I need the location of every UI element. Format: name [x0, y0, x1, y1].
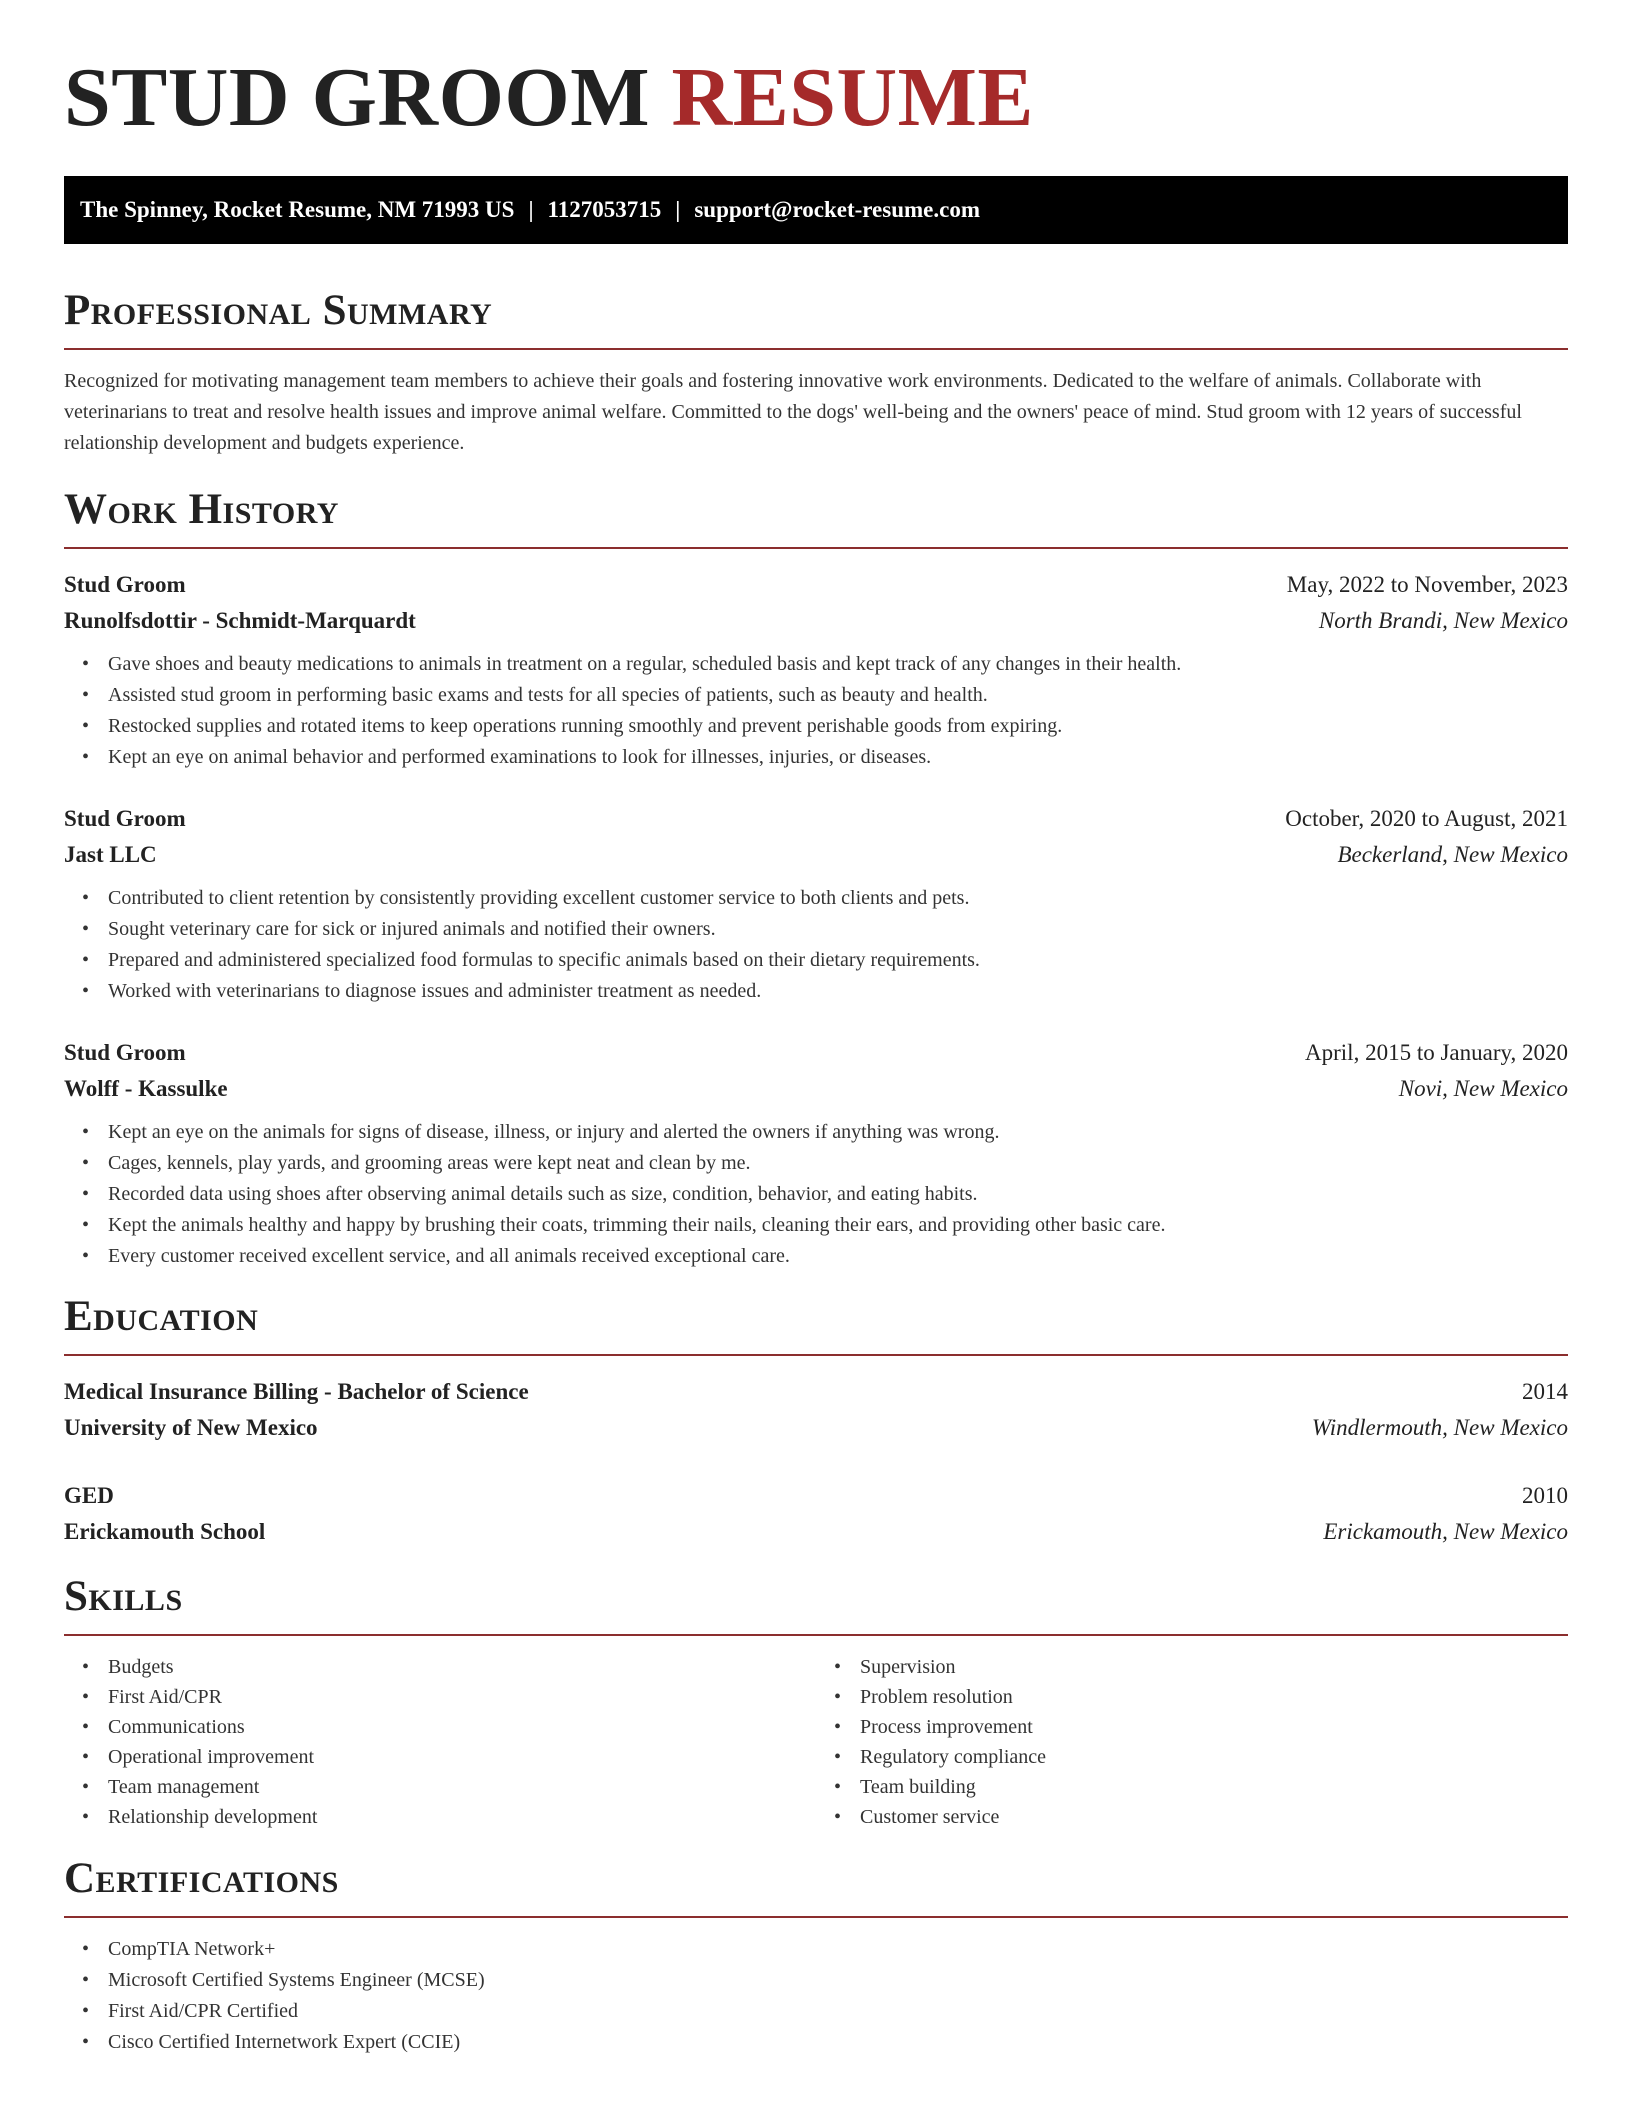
section-heading-skills: Skills [64, 1572, 1568, 1636]
skill-item: • Team management [108, 1772, 816, 1802]
skill-item: • Communications [108, 1712, 816, 1742]
certification-item: • Microsoft Certified Systems Engineer (MCSE) [108, 1965, 1568, 1996]
skill-item: • Regulatory compliance [860, 1742, 1568, 1772]
job-title: Stud Groom [64, 572, 186, 597]
contact-separator: | [675, 197, 681, 222]
skill-item: • Operational improvement [108, 1742, 816, 1772]
skill-item: • Team building [860, 1772, 1568, 1802]
job-duty-item: • Every customer received excellent service, and all animals received exceptional care. [108, 1241, 1568, 1272]
education-school: University of New Mexico [64, 1415, 318, 1440]
education-year: 2014 [1522, 1379, 1568, 1404]
certifications-list [64, 1934, 1568, 2058]
job-duty-item: • Sought veterinary care for sick or injured animals and notified their owners. [108, 914, 1568, 945]
skill-item: • Budgets [108, 1652, 816, 1682]
education-school-row [64, 1410, 1568, 1446]
education-degree: GED [64, 1483, 114, 1508]
education-location: Windlermouth, New Mexico [1311, 1415, 1568, 1440]
job-entry [64, 801, 1568, 1007]
job-header-row [64, 567, 1568, 603]
title-accent: RESUME [671, 51, 1034, 144]
job-location: Beckerland, New Mexico [1337, 842, 1568, 867]
education-degree-row [64, 1374, 1568, 1410]
skills-list-left [64, 1652, 816, 1832]
education-list [64, 1374, 1568, 1550]
job-duty-item: • Assisted stud groom in performing basic exams and tests for all species of patients, such as beauty and health. [108, 680, 1568, 711]
certification-item: • CompTIA Network+ [108, 1934, 1568, 1965]
job-dates: May, 2022 to November, 2023 [1286, 572, 1568, 597]
job-duty-item: • Kept an eye on animal behavior and performed examinations to look for illnesses, injuries, or diseases. [108, 742, 1568, 773]
education-degree: Medical Insurance Billing - Bachelor of Science [64, 1379, 529, 1404]
job-header-row [64, 801, 1568, 837]
job-company-row [64, 1071, 1568, 1107]
job-dates: October, 2020 to August, 2021 [1285, 806, 1568, 831]
job-duty-item: • Worked with veterinarians to diagnose issues and administer treatment as needed. [108, 976, 1568, 1007]
skill-item: • Relationship development [108, 1802, 816, 1832]
job-duties-list [64, 649, 1568, 773]
contact-bar [64, 176, 1568, 244]
job-duty-item: • Contributed to client retention by consistently providing excellent customer service to both clients and pets. [108, 883, 1568, 914]
education-location: Erickamouth, New Mexico [1323, 1519, 1568, 1544]
skill-item: • Supervision [860, 1652, 1568, 1682]
education-entry [64, 1478, 1568, 1550]
certification-item: • First Aid/CPR Certified [108, 1996, 1568, 2027]
skill-item: • Process improvement [860, 1712, 1568, 1742]
section-heading-education: Education [64, 1292, 1568, 1356]
summary-text: Recognized for motivating management team members to achieve their goals and fostering innovative work environments. Dedicated to the welfare of animals. Collaborate with veterinarians to treat and resolve health issues and improve animal welfare. Committed to the dogs' well-being and the owners' peace of mind. Stud groom with 12 years of successful relationship development and budgets experience. [64, 370, 1522, 454]
skills-list-right [816, 1652, 1568, 1832]
certification-item: • Cisco Certified Internetwork Expert (CCIE) [108, 2027, 1568, 2058]
job-duty-item: • Kept the animals healthy and happy by brushing their coats, trimming their nails, cleaning their ears, and providing other basic care. [108, 1210, 1568, 1241]
job-company: Wolff - Kassulke [64, 1076, 228, 1101]
education-year: 2010 [1522, 1483, 1568, 1508]
job-title: Stud Groom [64, 1040, 186, 1065]
section-heading-work-history: Work History [64, 485, 1568, 549]
job-header-row [64, 1035, 1568, 1071]
job-entry [64, 567, 1568, 773]
education-entry [64, 1374, 1568, 1446]
job-duty-item: • Recorded data using shoes after observing animal details such as size, condition, behavior, and eating habits. [108, 1179, 1568, 1210]
job-duties-list [64, 1117, 1568, 1272]
job-duties-list [64, 883, 1568, 1007]
job-entry [64, 1035, 1568, 1272]
section-heading-summary: Professional Summary [64, 286, 1568, 350]
job-dates: April, 2015 to January, 2020 [1305, 1040, 1568, 1065]
job-company: Runolfsdottir - Schmidt-Marquardt [64, 608, 416, 633]
job-company-row [64, 603, 1568, 639]
contact-address: The Spinney, Rocket Resume, NM 71993 US [80, 197, 515, 222]
job-company: Jast LLC [64, 842, 157, 867]
job-duty-item: • Kept an eye on the animals for signs of disease, illness, or injury and alerted the owners if anything was wrong. [108, 1117, 1568, 1148]
job-location: Novi, New Mexico [1398, 1076, 1568, 1101]
job-duty-item: • Prepared and administered specialized food formulas to specific animals based on their dietary requirements. [108, 945, 1568, 976]
title-main: STUD GROOM [64, 51, 651, 144]
skill-item: • Customer service [860, 1802, 1568, 1832]
job-duty-item: • Gave shoes and beauty medications to animals in treatment on a regular, scheduled basis and kept track of any changes in their health. [108, 649, 1568, 680]
contact-phone: 1127053715 [547, 197, 662, 222]
contact-separator: | [528, 197, 534, 222]
job-location: North Brandi, New Mexico [1318, 608, 1568, 633]
job-duty-item: • Cages, kennels, play yards, and grooming areas were kept neat and clean by me. [108, 1148, 1568, 1179]
work-history-list [64, 567, 1568, 1272]
job-duty-item: • Restocked supplies and rotated items to keep operations running smoothly and prevent perishable goods from expiring. [108, 711, 1568, 742]
job-company-row [64, 837, 1568, 873]
education-school: Erickamouth School [64, 1519, 266, 1544]
education-school-row [64, 1514, 1568, 1550]
section-heading-certifications: Certifications [64, 1854, 1568, 1918]
education-degree-row [64, 1478, 1568, 1514]
skills-columns [64, 1652, 1568, 1832]
contact-email: support@rocket-resume.com [694, 197, 980, 222]
job-title: Stud Groom [64, 806, 186, 831]
resume-title [64, 0, 1568, 144]
skill-item: • Problem resolution [860, 1682, 1568, 1712]
skill-item: • First Aid/CPR [108, 1682, 816, 1712]
